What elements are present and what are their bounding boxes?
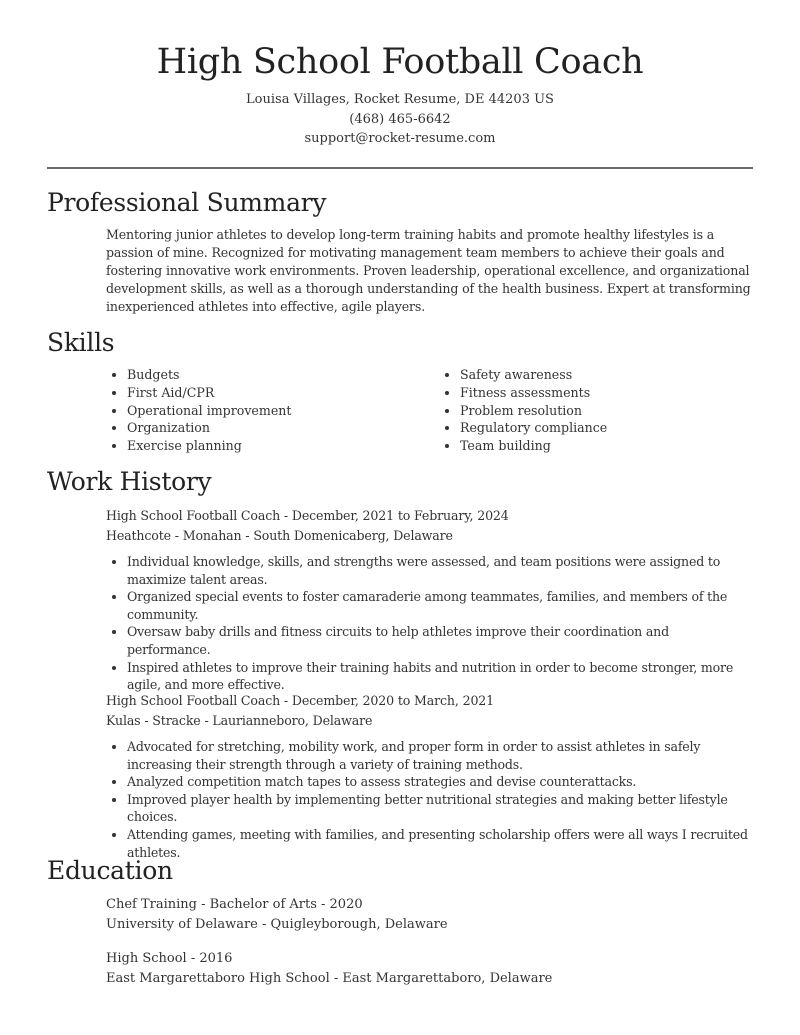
education-school: East Margarettaboro High School - East Margarettaboro, Delaware [106,970,553,986]
work-history-heading: Work History [47,467,212,496]
header-divider [47,167,753,169]
job-company-location: Kulas - Stracke - Laurianneboro, Delaware [106,712,373,728]
education-entry [106,949,752,988]
education-heading: Education [47,856,173,885]
job-bullet: • Analyzed competition match tapes to assess strategies and devise counterattacks. [127,773,752,791]
contact-email: support@rocket-resume.com [304,131,496,146]
skill-item: • Regulatory compliance [460,419,752,437]
contact-info [0,90,800,149]
job-bullet: • Advocated for stretching, mobility work, and proper form in order to assist athletes in safely increasing their strength through a variety of training methods. [127,738,752,773]
skills-column-right [419,366,752,455]
skill-item: • Safety awareness [460,366,752,384]
contact-address: Louisa Villages, Rocket Resume, DE 44203 US [246,92,554,107]
job-title-dates: High School Football Coach - December, 2020 to March, 2021 [106,693,495,708]
job-bullet: • Organized special events to foster camaraderie among teammates, families, and members of the community. [127,588,752,623]
skill-item: • Organization [127,419,419,437]
skill-item: • Budgets [127,366,419,384]
education-entry [106,895,752,934]
skill-item: • Fitness assessments [460,384,752,402]
education-school: University of Delaware - Quigleyborough, Delaware [106,916,448,932]
job-bullet: • Inspired athletes to improve their training habits and nutrition in order to become stronger, more agile, and more effective. [127,659,752,694]
skill-item: • First Aid/CPR [127,384,419,402]
job-entry [106,506,752,694]
skills-column-left [106,366,419,455]
skills-heading: Skills [47,328,115,357]
job-company-location: Heathcote - Monahan - South Domenicaberg, Delaware [106,527,453,543]
skill-item: • Problem resolution [460,402,752,420]
job-bullets [106,738,752,861]
resume-header [0,0,800,149]
skill-item: • Operational improvement [127,402,419,420]
job-bullets [106,553,752,694]
education-degree: High School - 2016 [106,951,233,966]
summary-text: Mentoring junior athletes to develop long-term training habits and promote healthy lifestyles is a passion of mine. Recognized for motivating management team members to achieve their goals and fostering innovative work environments. Proven leadership, operational excellence, and organizational development skills, as well as a thorough understanding of the health business. Expert at transforming inexperienced athletes into effective, agile players. [106,227,751,314]
skill-item: • Team building [460,437,752,455]
summary-heading: Professional Summary [47,188,327,217]
job-entry [106,691,752,861]
job-title-dates: High School Football Coach - December, 2021 to February, 2024 [106,508,509,523]
resume-title: High School Football Coach [156,42,644,82]
job-bullet: • Oversaw baby drills and fitness circuits to help athletes improve their coordination and performance. [127,623,752,658]
job-bullet: • Improved player health by implementing better nutritional strategies and making better lifestyle choices. [127,791,752,826]
skill-item: • Exercise planning [127,437,419,455]
skills-list [106,366,752,455]
education-degree: Chef Training - Bachelor of Arts - 2020 [106,897,363,912]
job-bullet: • Attending games, meeting with families, and presenting scholarship offers were all ways I recruited athletes. [127,826,752,861]
contact-phone: (468) 465-6642 [349,111,451,127]
job-bullet: • Individual knowledge, skills, and strengths were assessed, and team positions were assigned to maximize talent areas. [127,553,752,588]
